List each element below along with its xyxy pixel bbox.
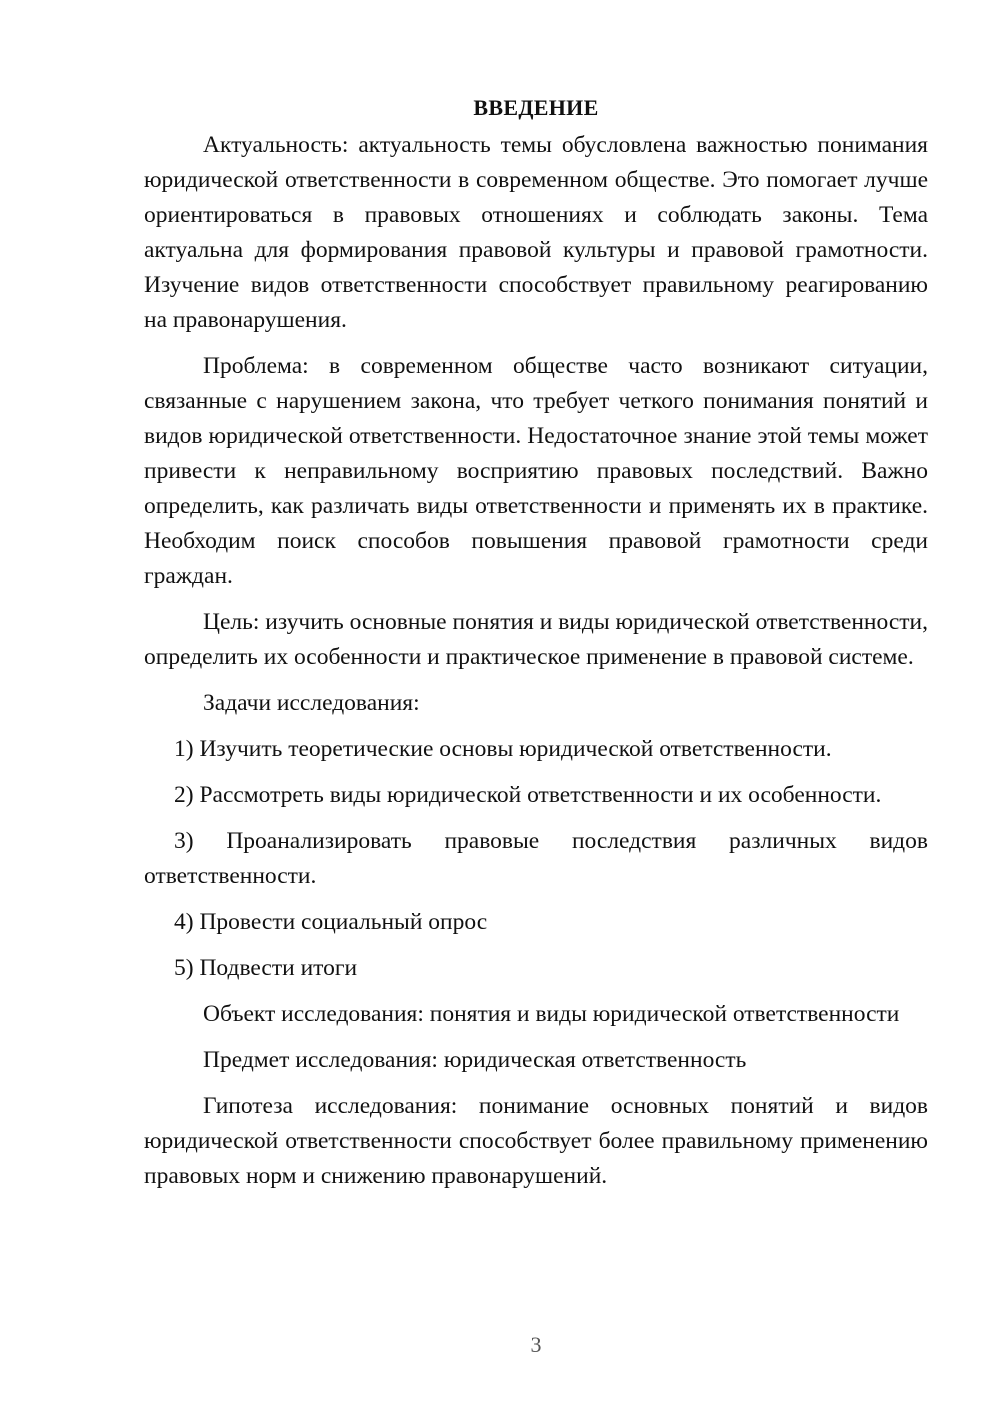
page-number: 3 bbox=[530, 1332, 542, 1357]
object-paragraph: Объект исследования: понятия и виды юридической ответственности bbox=[203, 1001, 900, 1027]
task-item-5: 5) Подвести итоги bbox=[174, 955, 358, 981]
task-item-4: 4) Провести социальный опрос bbox=[174, 909, 488, 935]
subject-paragraph: Предмет исследования: юридическая ответственность bbox=[203, 1047, 747, 1073]
task-item-1: 1) Изучить теоретические основы юридической ответственности. bbox=[174, 736, 832, 762]
problem-paragraph: Проблема: в современном обществе часто возникают ситуации, связанные с нарушением закона, что требует четкого понимания понятий и видов юридической ответственности. Недостаточное знание этой темы может привести к неправильному восприятию правовых последствий. Важно определить, как различать виды ответственности и применять их в практике. Необходим поиск способов повышения правовой грамотности среди граждан. bbox=[144, 353, 928, 589]
hypothesis-paragraph: Гипотеза исследования: понимание основных понятий и видов юридической ответственности способствует более правильному применению правовых норм и снижению правонарушений. bbox=[144, 1093, 928, 1189]
tasks-heading: Задачи исследования: bbox=[203, 690, 420, 716]
relevance-paragraph: Актуальность: актуальность темы обусловлена важностью понимания юридической ответственности в современном обществе. Это помогает лучше ориентироваться в правовых отношениях и соблюдать законы. Тема актуальна для формирования правовой культуры и правовой грамотности. Изучение видов ответственности способствует правильному реагированию на правонарушения. bbox=[144, 132, 928, 333]
goal-paragraph: Цель: изучить основные понятия и виды юридической ответственности, определить их особенности и практическое применение в правовой системе. bbox=[144, 609, 928, 670]
task-item-2: 2) Рассмотреть виды юридической ответственности и их особенности. bbox=[174, 782, 882, 808]
document-page bbox=[144, 92, 928, 1205]
section-title: ВВЕДЕНИЕ bbox=[473, 95, 599, 120]
task-item-3: 3) Проанализировать правовые последствия различных видов ответственности. bbox=[144, 828, 928, 889]
